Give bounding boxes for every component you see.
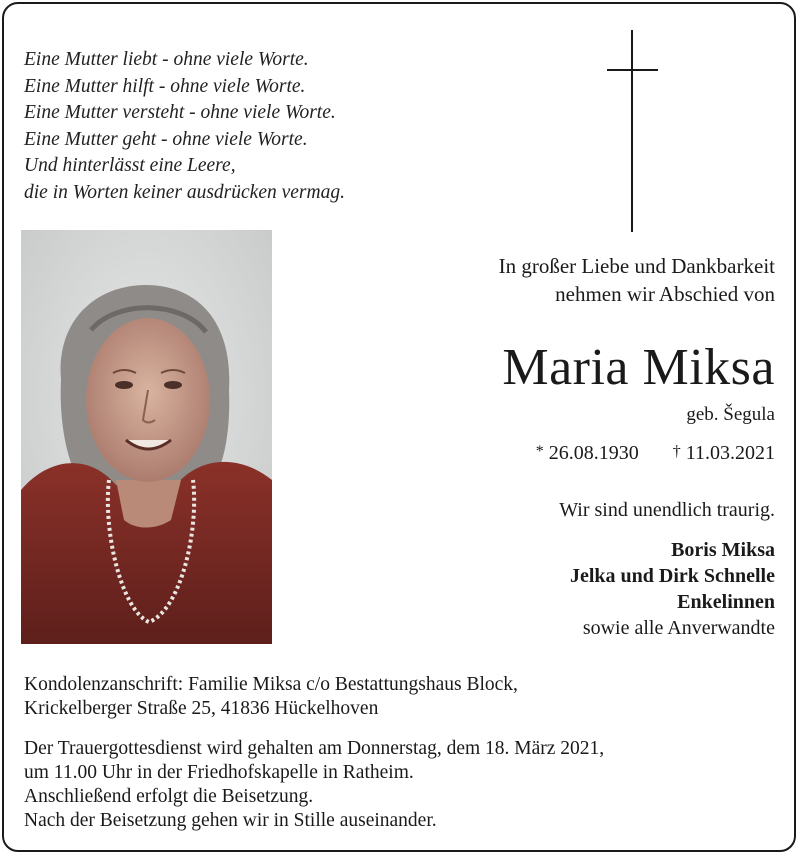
- address-line: Krickelberger Straße 25, 41836 Hückelhoven: [24, 698, 379, 719]
- birth-date: 26.08.1930: [548, 442, 639, 464]
- poem-line: Und hinterlässt eine Leere,: [24, 155, 236, 176]
- portrait-photo: [21, 230, 272, 644]
- life-dates: [536, 439, 775, 466]
- birth-star-icon: *: [535, 443, 544, 460]
- deceased-name: Maria Miksa: [502, 339, 775, 396]
- mourner-name: Enkelinnen: [677, 591, 775, 613]
- mourner-others: sowie alle Anverwandte: [582, 617, 775, 639]
- mourning-statement: Wir sind unendlich traurig.: [559, 499, 775, 521]
- death-cross-icon: †: [672, 443, 681, 460]
- service-info: [24, 737, 604, 833]
- mourners-list: [570, 537, 775, 641]
- poem-line: Eine Mutter hilft - ohne viele Worte.: [24, 75, 306, 97]
- mourner-name: Jelka und Dirk Schnelle: [569, 565, 775, 587]
- intro-line: nehmen wir Abschied von: [555, 282, 775, 306]
- intro-text: [499, 252, 775, 308]
- death-date: 11.03.2021: [685, 442, 775, 464]
- intro-line: In großer Liebe und Dankbarkeit: [498, 254, 775, 278]
- service-line: um 11.00 Uhr in der Friedhofskapelle in Ratheim.: [24, 762, 414, 783]
- service-line: Nach der Beisetzung gehen wir in Stille auseinander.: [24, 810, 437, 831]
- condolence-address: [24, 673, 518, 721]
- service-line: Anschließend erfolgt die Beisetzung.: [24, 786, 314, 807]
- poem-line: die in Worten keiner ausdrücken vermag.: [24, 181, 345, 203]
- service-line: Der Trauergottesdienst wird gehalten am Donnerstag, dem 18. März 2021,: [24, 738, 605, 759]
- poem-line: Eine Mutter liebt - ohne viele Worte.: [24, 49, 309, 70]
- address-line: Kondolenzanschrift: Familie Miksa c/o Bestattungshaus Block,: [24, 674, 518, 695]
- mourner-name: Boris Miksa: [671, 539, 775, 561]
- poem-line: Eine Mutter versteht - ohne viele Worte.: [24, 102, 336, 123]
- poem: [24, 47, 345, 206]
- poem-line: Eine Mutter geht - ohne viele Worte.: [24, 128, 308, 150]
- birth-name: geb. Šegula: [686, 404, 775, 425]
